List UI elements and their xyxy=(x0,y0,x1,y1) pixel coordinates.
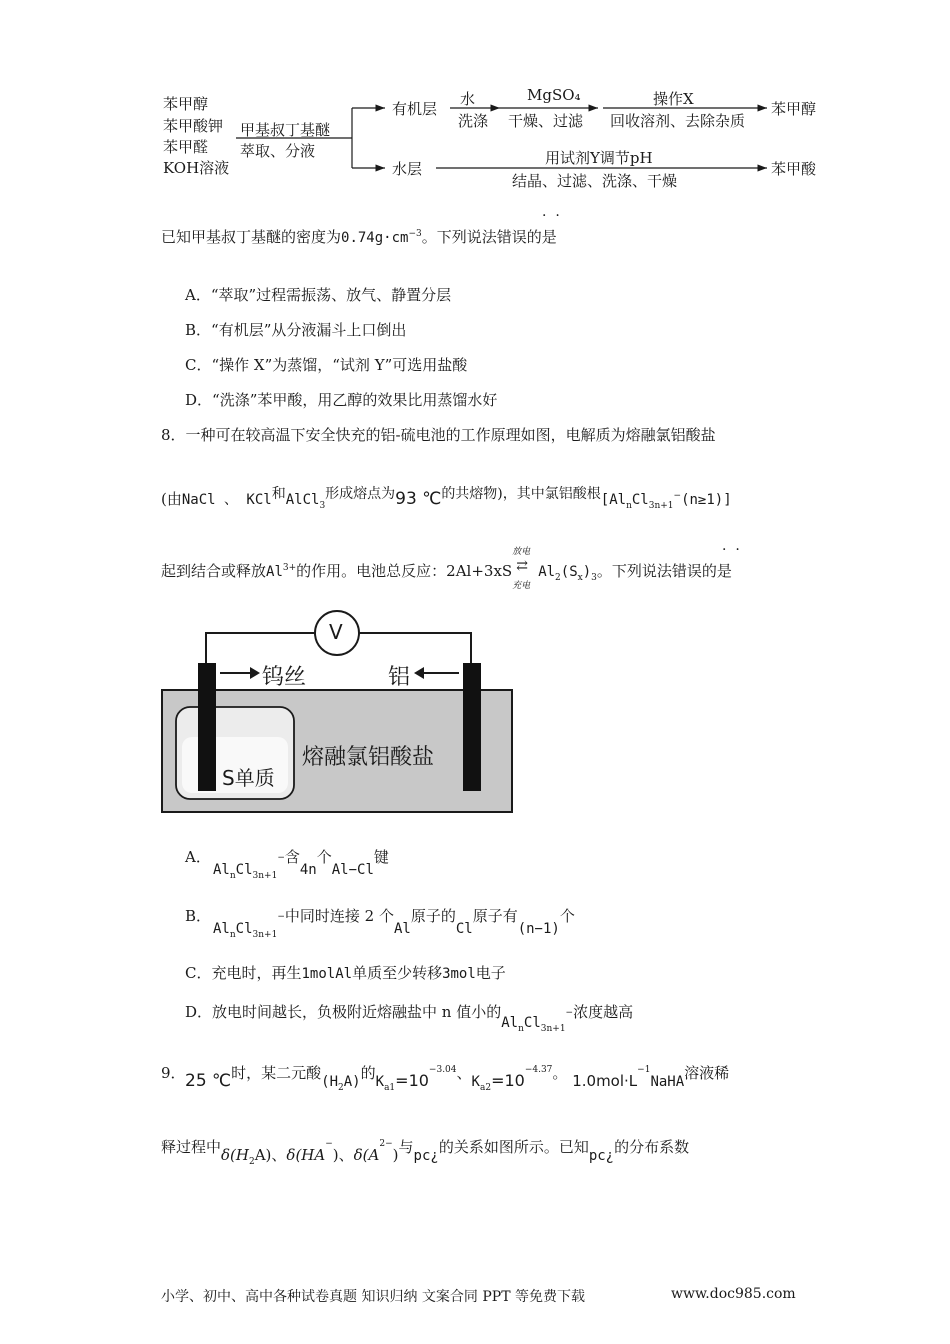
q8-c-b: 1molAl xyxy=(301,966,353,982)
q9-l2-d: 的分布系数 xyxy=(614,1138,690,1156)
q7-emph-dots: · · xyxy=(542,208,560,224)
q9-d1: δ(H xyxy=(221,1146,249,1164)
q9-t4: 。 xyxy=(552,1064,568,1082)
q8-b-t7: 个 xyxy=(559,907,575,925)
q9-d2-sup: − xyxy=(325,1139,333,1149)
tungsten-label: 钨丝 xyxy=(262,665,307,690)
sulfur-label: S单质 xyxy=(222,766,275,790)
q8-b-f1-sub: n xyxy=(229,930,236,940)
q8-l3-emph: 错误 xyxy=(671,562,702,580)
q9-conc-exp: −1 xyxy=(637,1065,651,1075)
q8-line-2 xyxy=(161,483,732,511)
q8-l3-sx: (S xyxy=(560,564,578,580)
q8-l3-product: Al xyxy=(538,564,556,580)
flow-product-1: 苯甲醇 xyxy=(771,100,817,118)
q8-l3-a: 起到结合或释放 xyxy=(161,562,267,580)
q9-ka2: K xyxy=(471,1074,480,1090)
q9-ka2-val: =10 xyxy=(491,1071,525,1090)
q8-line-3 xyxy=(161,547,732,591)
q7-stem-pre: 已知甲基叔丁基醚的密度为 xyxy=(161,228,342,246)
q8-d-f2: Cl xyxy=(523,1015,541,1031)
q8-l2-anion-sup: − xyxy=(673,491,682,501)
q8-l2-alcl3: AlCl xyxy=(285,492,320,508)
q8-c-e: 电子 xyxy=(475,964,506,982)
q8-l2-temp: 93 ℃ xyxy=(395,489,442,509)
q8-l2-mp: 形成熔点为 xyxy=(325,486,396,502)
flow-input-3: 苯甲醛 xyxy=(163,138,209,156)
q9-d1-sub: 2 xyxy=(248,1157,255,1167)
q8-l3-close: ) xyxy=(582,564,592,580)
q8-l2-g: 的共熔物)，其中氯铝酸根 xyxy=(441,486,601,502)
q8-a-f2-sub: 3n+1 xyxy=(252,871,278,881)
q7-stem xyxy=(161,226,557,247)
q9-t3: 、 xyxy=(456,1064,472,1082)
wire-right xyxy=(359,633,471,665)
q7-stem-emph: 错误 xyxy=(496,228,527,246)
q8-l3-al-sup: 3+ xyxy=(282,563,297,573)
q8-l3-discharge: 放电 xyxy=(512,547,531,557)
q8-l2-anion-cl: Cl xyxy=(631,492,649,508)
q8-emph-dots: · · xyxy=(722,542,740,558)
q8-l2-alcl3-sub: 3 xyxy=(319,501,326,511)
q8-b-t3: 原子的 xyxy=(410,907,456,925)
right-arrow-head xyxy=(414,667,424,679)
q8-line-1: 8．一种可在较高温下安全快充的铝-硫电池的工作原理如图，电解质为熔融氯铝酸盐 xyxy=(161,426,716,444)
q9-line-2 xyxy=(161,1136,690,1167)
flow-wash-bottom: 洗涤 xyxy=(458,112,489,130)
q8-c-c: 单质至少转移 xyxy=(352,964,443,982)
q8-l2-cond: (n≥1)] xyxy=(681,492,732,508)
q9-d3-sup: 2− xyxy=(379,1139,393,1149)
q8-c-a: C．充电时，再生 xyxy=(185,964,302,982)
q8-l3-eq: 的作用。电池总反应：2Al+3xS xyxy=(296,562,513,580)
q9-acid-sub: 2 xyxy=(338,1083,344,1093)
q9-line-1 xyxy=(185,1062,730,1093)
q8-a-label: A． xyxy=(185,848,211,866)
q9-ka1-exp: −3.04 xyxy=(428,1065,457,1075)
q8-l3-g: 。下列说法 xyxy=(596,562,672,580)
q8-b-f2: Cl xyxy=(235,921,253,937)
q8-option-a xyxy=(185,846,211,867)
q9-pc-2: pc¿ xyxy=(588,1148,615,1164)
q9-temp: 25 ℃ xyxy=(185,1071,232,1091)
q9-d3-b: ) xyxy=(392,1146,399,1164)
flow-organic-layer: 有机层 xyxy=(392,100,438,118)
q7-stem-post2: 的是 xyxy=(526,228,557,246)
voltmeter-label: V xyxy=(329,620,343,644)
q8-d-b: 浓度越高 xyxy=(573,1003,634,1021)
flow-adjust-top: 用试剂Y调节pH xyxy=(545,149,653,167)
q9-d1-b: A) xyxy=(254,1146,272,1164)
q8-b-f1: Al xyxy=(213,921,230,937)
q7-stem-post1: 。下列说法 xyxy=(421,228,497,246)
q9-d2: δ(HA xyxy=(286,1146,326,1164)
flow-adjust-bottom: 结晶、过滤、洗涤、干燥 xyxy=(512,172,678,190)
q7-option-c: C．“操作 X”为蒸馏，“试剂 Y”可选用盐酸 xyxy=(185,356,468,374)
q8-d-a: D．放电时间越长，负极附近熔融盐中 n 值小的 xyxy=(185,1003,502,1021)
footer-url[interactable]: www.doc985.com xyxy=(671,1286,796,1302)
q9-acid: (H xyxy=(321,1074,339,1090)
q8-a-f1: Al xyxy=(213,862,230,878)
q8-a-t2: 4n xyxy=(299,862,317,878)
q7-density: 0.74g·cm xyxy=(341,230,409,246)
q8-b-t6: (n−1) xyxy=(517,921,560,937)
q8-l3-charge: 充电 xyxy=(512,581,531,591)
q8-l2-anion: [Al xyxy=(600,492,627,508)
flow-dry-top: MgSO₄ xyxy=(527,86,581,104)
melt-label: 熔融氯铝酸盐 xyxy=(302,745,435,770)
q8-l3-close-sub: 3 xyxy=(591,573,597,583)
q9-ka2-exp: −4.37 xyxy=(524,1065,553,1075)
flow-input-4: KOH溶液 xyxy=(163,159,230,177)
q9-l2-c: 的关系如图所示。已知 xyxy=(438,1138,589,1156)
q9-t1: 时，某二元酸 xyxy=(231,1064,322,1082)
q8-l3-rev-arrow: 放电 ⇄ 充电 xyxy=(512,562,538,576)
q8-d-f2-sup: − xyxy=(565,1008,574,1018)
flow-dry-bottom: 干燥、过滤 xyxy=(508,112,584,130)
q8-l3-al: Al xyxy=(266,564,283,580)
aluminum-electrode xyxy=(463,663,481,791)
q9-sep-2: 、 xyxy=(338,1146,354,1164)
q8-b-f2-sup: − xyxy=(277,912,285,922)
q9-t2: 的 xyxy=(360,1064,376,1082)
q8-d-f1: Al xyxy=(501,1015,519,1031)
flow-step1-bottom: 萃取、分液 xyxy=(240,142,316,160)
aluminum-label: 铝 xyxy=(388,665,411,690)
q8-option-b: B． xyxy=(185,907,212,925)
q8-b-t5: 原子有 xyxy=(472,907,518,925)
q9-ka2-sub: a2 xyxy=(479,1083,492,1093)
flow-opx-bottom: 回收溶剂、去除杂质 xyxy=(610,112,746,130)
q8-b-t4: Cl xyxy=(455,921,473,937)
q8-d-f2-sub: 3n+1 xyxy=(540,1024,566,1034)
q8-c-d: 3mol xyxy=(442,966,476,982)
q8-a-t1: 含 xyxy=(284,848,300,866)
q8-b-t2: Al xyxy=(393,921,411,937)
q8-b-t1: 中同时连接 2 个 xyxy=(284,907,394,925)
q9-ka1: K xyxy=(375,1074,385,1090)
flow-input-1: 苯甲醇 xyxy=(163,95,209,113)
flow-opx-top: 操作X xyxy=(653,90,694,108)
q7-option-a: A．“萃取”过程需振荡、放气、静置分层 xyxy=(185,286,452,304)
q8-option-b-body xyxy=(213,905,575,940)
q8-a-t3: 个 xyxy=(316,848,332,866)
q9-salt: NaHA xyxy=(650,1074,685,1090)
q9-ka1-val: =10 xyxy=(395,1071,429,1090)
q8-a-f2-sup: − xyxy=(277,853,285,863)
q8-l2-and: 和 xyxy=(271,486,286,502)
q8-option-c xyxy=(185,962,506,983)
q9-d2-b: ) xyxy=(332,1146,339,1164)
q9-conc: 1.0mol·L xyxy=(572,1072,638,1090)
flow-water-layer: 水层 xyxy=(392,160,423,178)
q7-density-exp: −3 xyxy=(408,229,422,239)
q9-num: 9． xyxy=(161,1064,186,1082)
q8-l3-h: 的是 xyxy=(701,562,732,580)
q9-sep-1: 、 xyxy=(271,1146,287,1164)
q7-option-b: B．“有机层”从分液漏斗上口倒出 xyxy=(185,321,407,339)
q8-a-f2: Cl xyxy=(235,862,253,878)
q8-d-f1-sub: n xyxy=(518,1024,524,1034)
q9-d3: δ(A xyxy=(353,1146,380,1164)
q8-l3-sx-sub: x xyxy=(577,573,583,583)
footer-text: 小学、初中、高中各种试卷真题 知识归纳 文案合同 PPT 等免费下载 xyxy=(161,1289,585,1305)
q8-l2-anion-sub: 3n+1 xyxy=(648,501,674,511)
q8-a-t5: 键 xyxy=(373,848,389,866)
q9-acid-2: A) xyxy=(343,1074,361,1090)
q8-l2-a: (由 xyxy=(161,490,182,508)
q8-a-f1-sub: n xyxy=(229,871,236,881)
tungsten-electrode xyxy=(198,663,216,791)
flow-product-2: 苯甲酸 xyxy=(771,160,817,178)
left-arrow-head xyxy=(250,667,260,679)
flow-wash-top: 水 xyxy=(460,90,476,108)
q8-b-f2-sub: 3n+1 xyxy=(252,930,278,940)
q8-a-t4: Al−Cl xyxy=(331,862,374,878)
q9-ka1-sub: a1 xyxy=(384,1083,396,1093)
q8-option-d xyxy=(185,1001,634,1034)
q7-option-d: D．“洗涤”苯甲酸，用乙醇的效果比用蒸馏水好 xyxy=(185,391,498,409)
q9-t5: 溶液稀 xyxy=(684,1064,730,1082)
q8-l3-product-sub: 2 xyxy=(555,573,561,583)
flow-step1-top: 甲基叔丁基醚 xyxy=(240,121,331,139)
q9-pc-1: pc¿ xyxy=(413,1148,439,1164)
q8-option-a-body xyxy=(213,846,389,881)
flow-input-2: 苯甲酸钾 xyxy=(163,117,224,135)
q9-l2-a: 释过程中 xyxy=(161,1138,222,1156)
q8-l2-salts: NaCl 、 KCl xyxy=(181,492,272,508)
q8-l2-anion-n: n xyxy=(626,501,632,511)
q9-l2-b: 与 xyxy=(398,1138,414,1156)
